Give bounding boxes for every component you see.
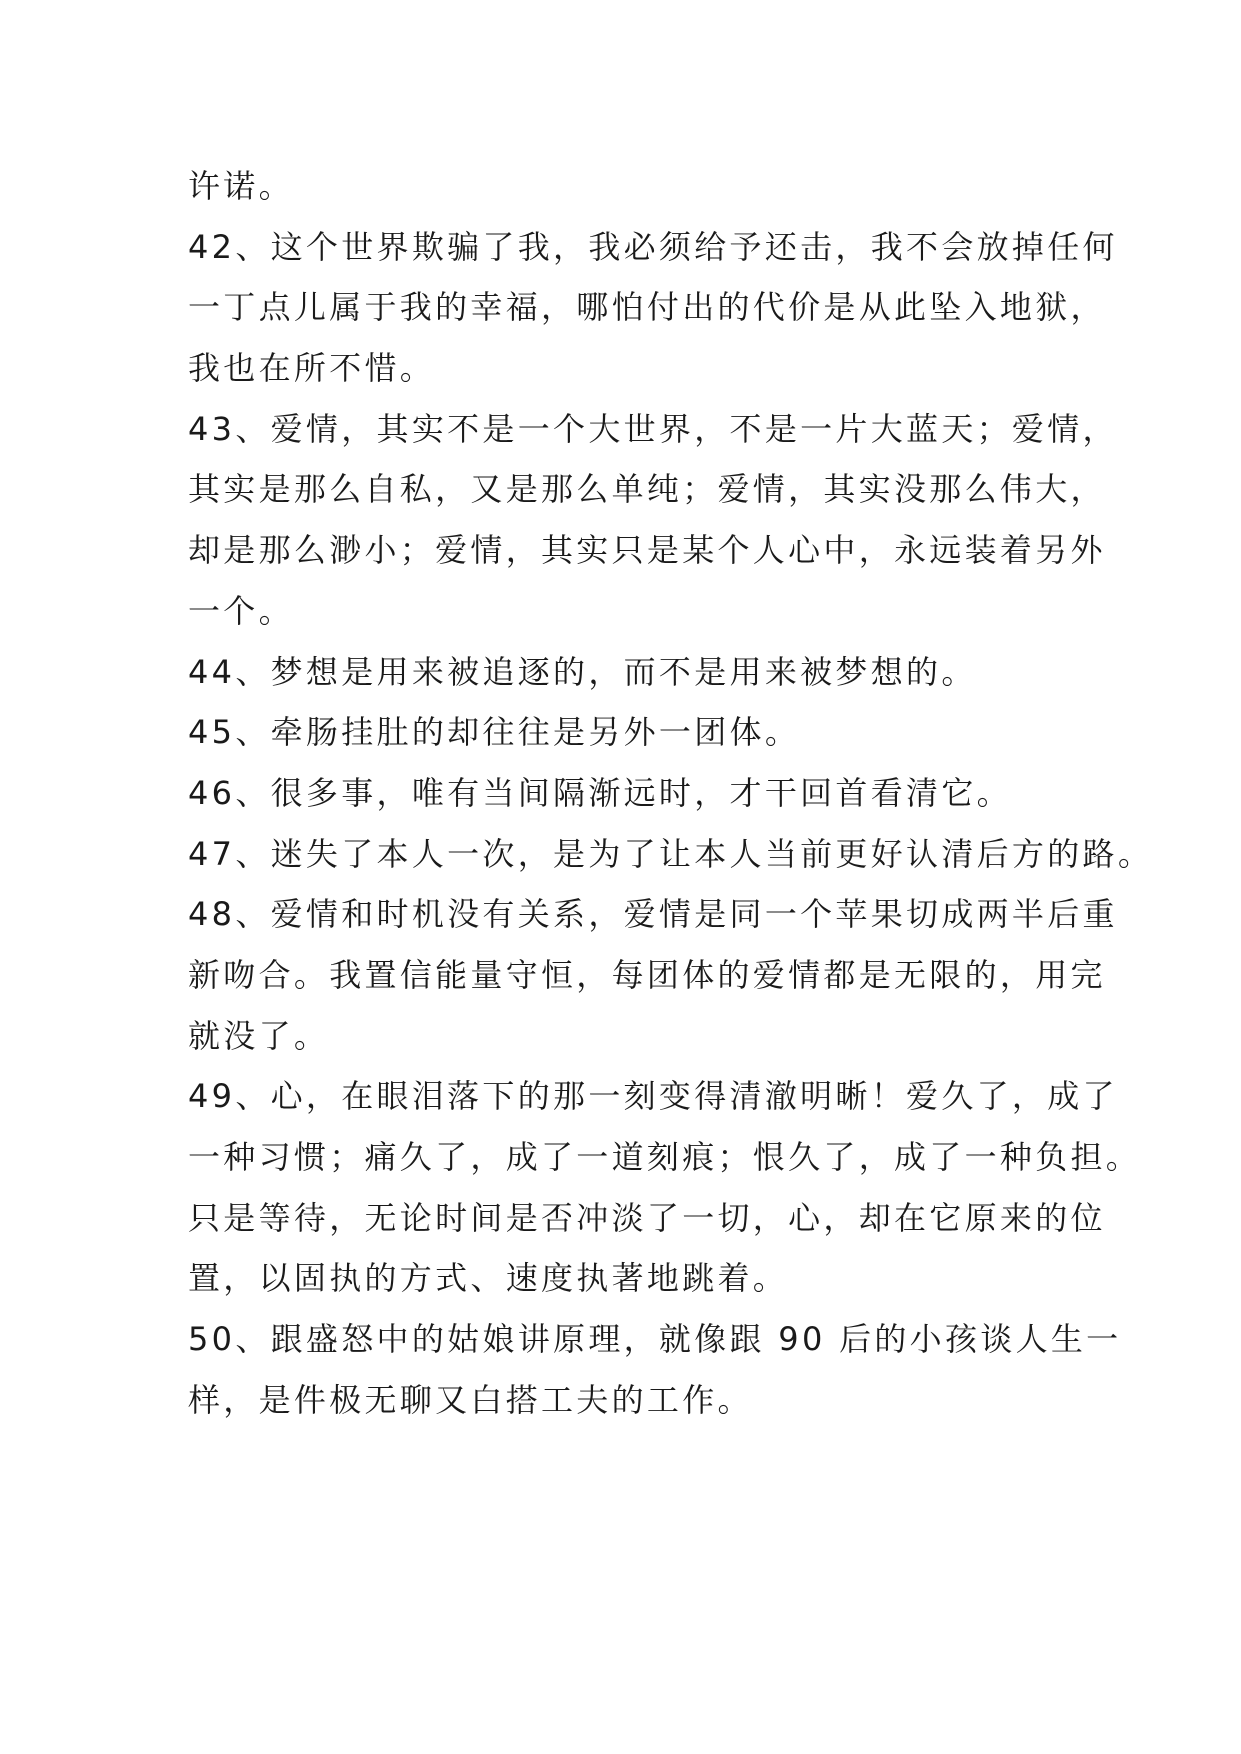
- text-line: 50、跟盛怒中的姑娘讲原理，就像跟 90 后的小孩谈人生一: [188, 1320, 1122, 1359]
- text-line: 其实是那么自私，又是那么单纯；爱情，其实没那么伟大，: [188, 470, 1106, 509]
- text-line: 44、梦想是用来被追逐的，而不是用来被梦想的。: [188, 652, 977, 691]
- text-line: 新吻合。我置信能量守恒，每团体的爱情都是无限的，用完: [188, 955, 1106, 994]
- text-line: 许诺。: [188, 167, 294, 205]
- text-line: 一个。: [188, 591, 294, 630]
- text-line: 43、爱情，其实不是一个大世界，不是一片大蓝天；爱情，: [188, 409, 1118, 448]
- text-line: 一丁点儿属于我的幸福，哪怕付出的代价是从此坠入地狱，: [188, 288, 1106, 327]
- text-line: 46、很多事，唯有当间隔渐远时，才干回首看清它。: [188, 773, 1012, 812]
- text-line: 47、迷失了本人一次，是为了让本人当前更好认清后方的路。: [188, 834, 1154, 873]
- text-line: 样，是件极无聊又白搭工夫的工作。: [188, 1380, 753, 1419]
- text-line: 置，以固执的方式、速度执著地跳着。: [188, 1259, 789, 1298]
- text-line: 就没了。: [188, 1016, 330, 1055]
- text-line: 48、爱情和时机没有关系，爱情是同一个苹果切成两半后重: [188, 895, 1118, 934]
- text-line: 45、牵肠挂肚的却往往是另外一团体。: [188, 713, 801, 752]
- text-line: 49、心，在眼泪落下的那一刻变得清澈明晰！爱久了，成了: [188, 1077, 1118, 1116]
- text-line: 我也在所不惜。: [188, 349, 436, 388]
- text-line: 只是等待，无论时间是否冲淡了一切，心，却在它原来的位: [188, 1198, 1106, 1237]
- text-line: 42、这个世界欺骗了我，我必须给予还击，我不会放掉任何: [188, 227, 1118, 266]
- text-line: 却是那么渺小；爱情，其实只是某个人心中，永远装着另外: [188, 531, 1106, 570]
- text-line: 一种习惯；痛久了，成了一道刻痕；恨久了，成了一种负担。: [188, 1138, 1142, 1176]
- document-body: [188, 156, 1154, 1430]
